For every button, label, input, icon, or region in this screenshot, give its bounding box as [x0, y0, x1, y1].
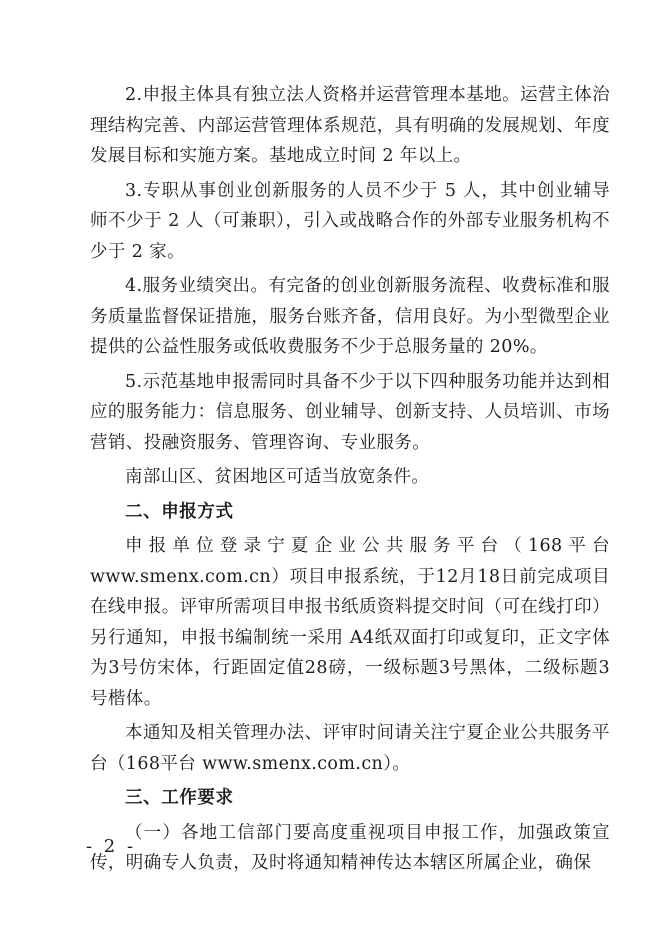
- page-number: - 2 -: [86, 836, 137, 857]
- paragraph-notice-platform: 本通知及相关管理办法、评审时间请关注宁夏企业公共服务平台（168平台 www.smenx.com.cn）。: [90, 723, 610, 774]
- document-body: [90, 80, 610, 883]
- paragraph-requirement-4: 4.服务业绩突出。有完备的创业创新服务流程、收费标准和服务质量监督保证措施，服务台账齐备，信用良好。为小型微型企业提供的公益性服务或低收费服务不少于总服务量的 20%。: [90, 276, 610, 357]
- paragraph-relaxed-conditions: 南部山区、贫困地区可适当放宽条件。: [125, 467, 430, 487]
- paragraph-requirement-3: 3.专职从事创业创新服务的人员不少于 5 人，其中创业辅导师不少于 2 人（可兼职），引入或战略合作的外部专业服务机构不少于 2 家。: [90, 180, 610, 262]
- paragraph-work-requirement-1: （一）各地工信部门要高度重视项目申报工作，加强政策宣传，明确专人负责，及时将通知精神传达本辖区所属企业，确保: [90, 822, 610, 873]
- paragraph-requirement-2: 2.申报主体具有独立法人资格并运营管理本基地。运营主体治理结构完善、内部运营管理体系规范，具有明确的发展规划、年度发展目标和实施方案。基地成立时间 2 年以上。: [90, 85, 610, 166]
- paragraph-requirement-5: 5.示范基地申报需同时具备不少于以下四种服务功能并达到相应的服务能力：信息服务、创业辅导、创新支持、人员培训、市场营销、投融资服务、管理咨询、专业服务。: [90, 371, 610, 453]
- paragraph-application-method: 申报单位登录宁夏企业公共服务平台（168平台 www.smenx.com.cn）项目申报系统，于12月18日前完成项目在线申报。评审所需项目申报书纸质资料提交时间（可在线打印）另行通知，申报书编制统一采用 A4纸双面打印或复印，正文字体为3号仿宋体，行距固定值28磅，一级标题3号黑体，二级标题3号楷体。: [90, 536, 610, 709]
- section-heading-work-requirements: 三、工作要求: [125, 788, 234, 808]
- section-heading-application-method: 二、申报方式: [125, 501, 234, 522]
